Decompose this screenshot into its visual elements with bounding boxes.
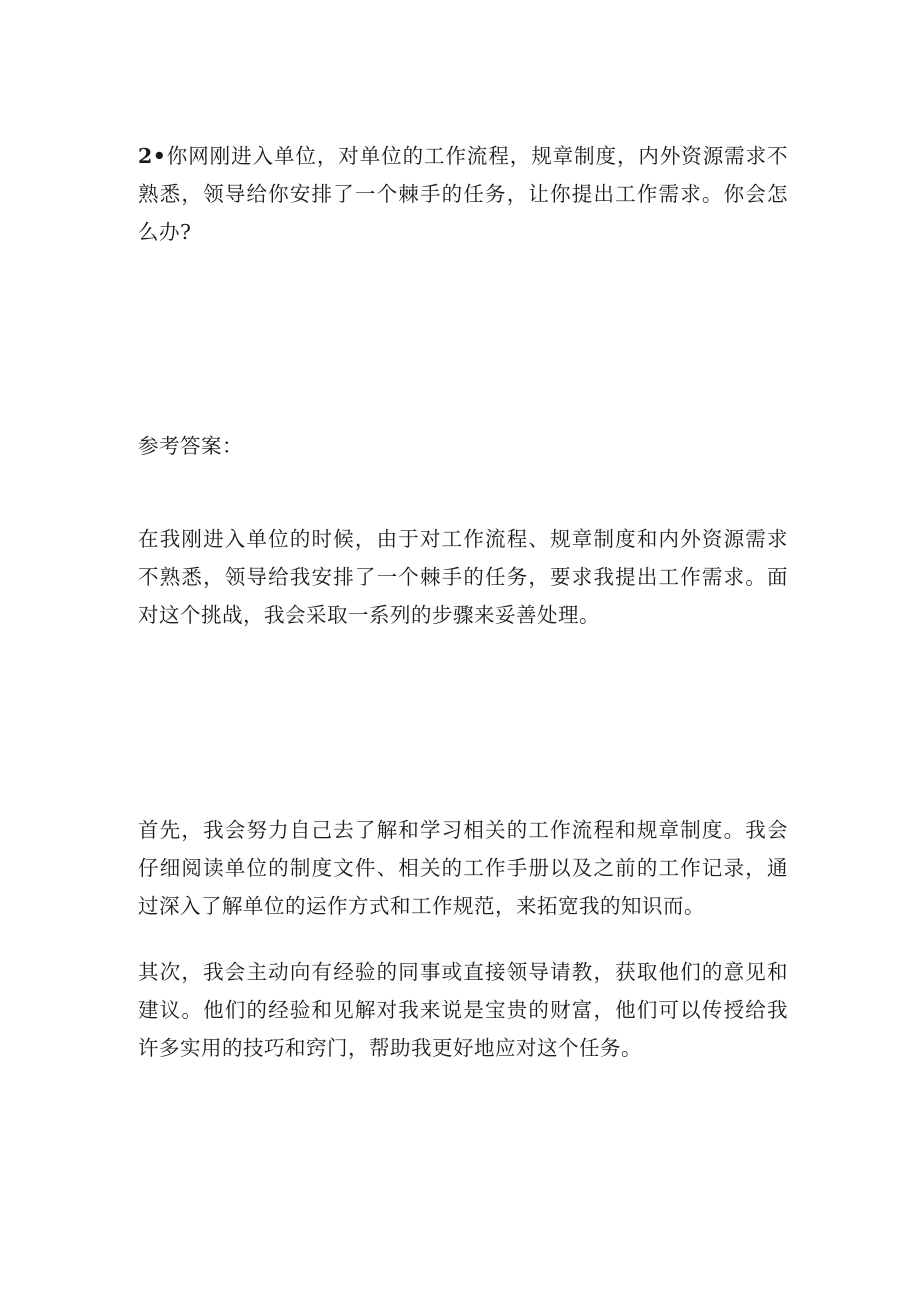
question-body: 你网刚进入单位，对单位的工作流程，规章制度，内外资源需求不熟悉，领导给你安排了一个棘手的任务，让你提出工作需求。你会怎么办? <box>138 144 788 244</box>
answer-paragraph-second: 其次，我会主动向有经验的同事或直接领导请教，获取他们的意见和建议。他们的经验和见解对我来说是宝贵的财富，他们可以传授给我许多实用的技巧和窍门，帮助我更好地应对这个任务。 <box>138 960 788 1060</box>
answer-paragraph-intro: 在我刚进入单位的时候，由于对工作流程、规章制度和内外资源需求不熟悉，领导给我安排了一个棘手的任务，要求我提出工作需求。面对这个挑战，我会采取一系列的步骤来妥善处理。 <box>138 527 788 627</box>
answer-paragraph-first: 首先，我会努力自己去了解和学习相关的工作流程和规章制度。我会仔细阅读单位的制度文件、相关的工作手册以及之前的工作记录，通过深入了解单位的运作方式和工作规范，来拓宽我的知识而。 <box>138 818 788 918</box>
answer-heading: 参考答案： <box>138 434 243 458</box>
question-number: 2• <box>138 144 167 168</box>
question-text <box>138 137 788 251</box>
